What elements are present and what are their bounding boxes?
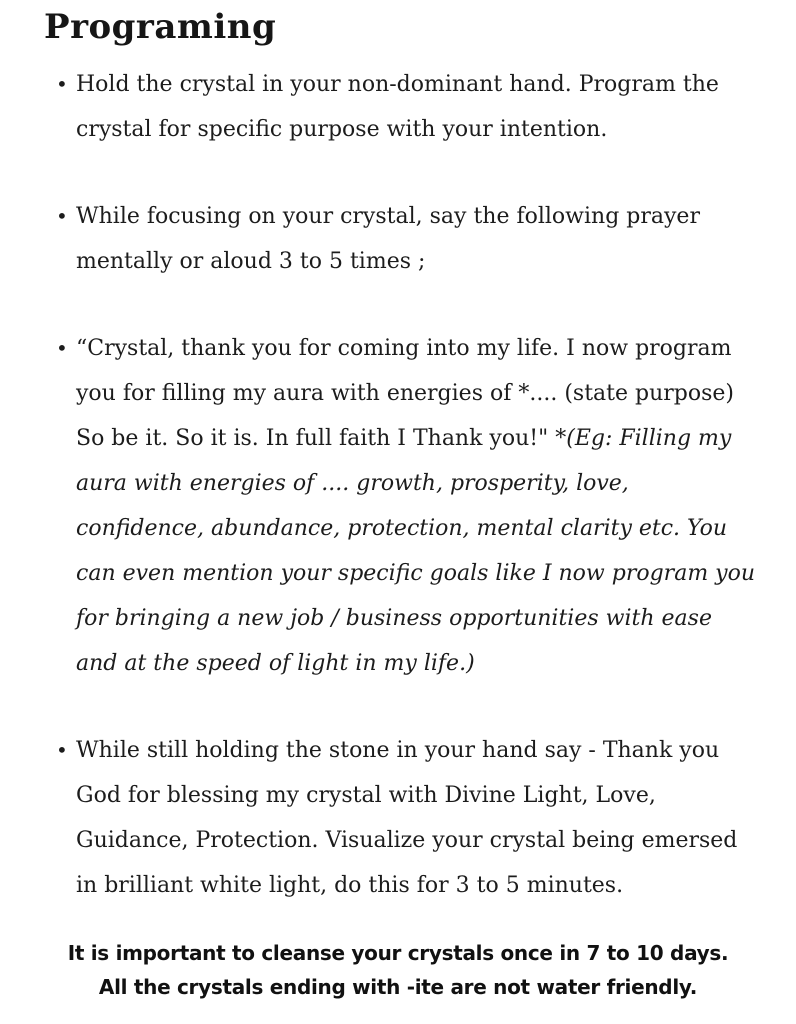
bullet-icon: • (56, 738, 68, 762)
list-item (56, 194, 760, 284)
bullet-icon: • (56, 336, 68, 360)
footer-line-2: All the crystals ending with -ite are not water friendly. (98, 975, 698, 999)
instruction-list (0, 60, 796, 908)
footer-line-1: It is important to cleanse your crystals once in 7 to 10 days. (67, 941, 729, 965)
prayer-text-example-italic: *(Eg: Filling my aura with energies of .... growth, prosperity, love, confidence, abundance, protection, mental clarity etc. You can even mention your specific goals like I now program you for bringing a new job / business opportunities with ease and at the speed of light in my life.) (76, 426, 763, 676)
list-item-text: While still holding the stone in your hand say - Thank you God for blessing my crystal with Divine Light, Love, Guidance, Protection. Visualize your crystal being emersed in brilliant white light, do this for 3 to 5 minutes. (76, 738, 745, 898)
prayer-text-normal: “Crystal, thank you for coming into my life. I now program you for filling my aura with energies of *.... (state purpose) So be it. So it is. In full faith I Thank you!" (76, 336, 741, 451)
list-item (56, 62, 760, 152)
list-item-text (76, 326, 763, 686)
list-item-text: Hold the crystal in your non-dominant hand. Program the crystal for specific purpose with your intention. (76, 72, 726, 142)
list-item-text: While focusing on your crystal, say the following prayer mentally or aloud 3 to 5 times ; (76, 204, 707, 274)
page-title: Programing (44, 7, 277, 47)
bullet-icon: • (56, 72, 68, 96)
bullet-icon: • (56, 204, 68, 228)
footer-note (0, 936, 796, 1004)
list-item (56, 728, 760, 908)
list-item (56, 326, 763, 686)
